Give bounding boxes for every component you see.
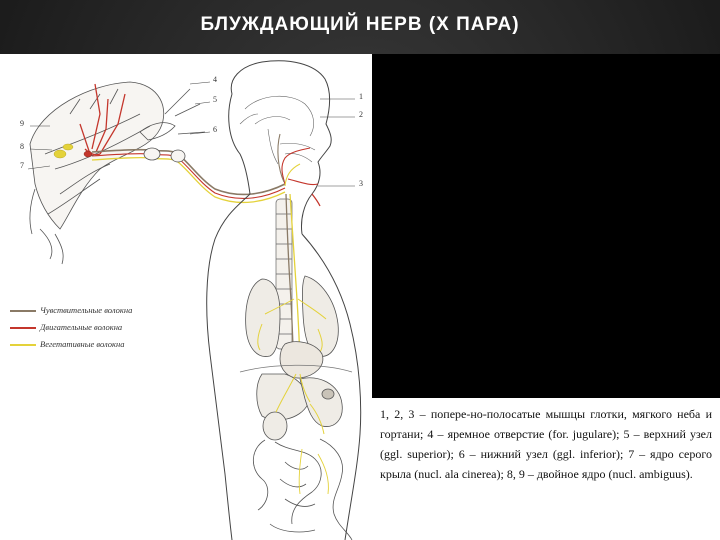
head-nerve-branches [278, 134, 318, 186]
callout-8: 8 [20, 142, 24, 151]
caption-text: 1, 2, 3 – попере-но-полосатые мышцы глотки, мягкого неба и гортани; 4 – яремное отверстие (for. jugulare); 5 – верхний узел (ggl. superior); 6 – нижний узел (ggl. inferior); 7 – ядро серого крыла (nucl. ala cinerea); 8, 9 – двойное ядро (nucl. ambiguus). [380, 407, 712, 481]
vagus-trunk [92, 150, 285, 203]
legend-swatch-sensory [10, 310, 36, 312]
callout-5: 5 [213, 95, 217, 104]
legend-swatch-autonomic [10, 344, 36, 346]
abdominal-organs [257, 374, 343, 440]
figure-caption [372, 398, 720, 540]
intestine-nerve-fibers [299, 449, 328, 494]
legend-label-autonomic: Вегетативные волокна [40, 339, 125, 349]
callout-1: 1 [359, 92, 363, 101]
anatomy-drawing [0, 54, 372, 540]
callout-3: 3 [359, 179, 363, 188]
callout-4: 4 [213, 75, 217, 84]
callout-9: 9 [20, 119, 24, 128]
brainstem-section [30, 82, 164, 264]
callout-6: 6 [213, 125, 217, 134]
slide-title: БЛУЖДАЮЩИЙ НЕРВ (X ПАРА) [200, 14, 520, 35]
legend-swatch-motor [10, 327, 36, 329]
legend-label-motor: Двигательные волокна [40, 322, 123, 332]
intestines [253, 439, 352, 540]
callout-7: 7 [20, 161, 24, 170]
vagus-nerve-illustration [0, 54, 372, 540]
legend-label-sensory: Чувствительные волокна [40, 305, 133, 315]
callout-2: 2 [359, 110, 363, 119]
